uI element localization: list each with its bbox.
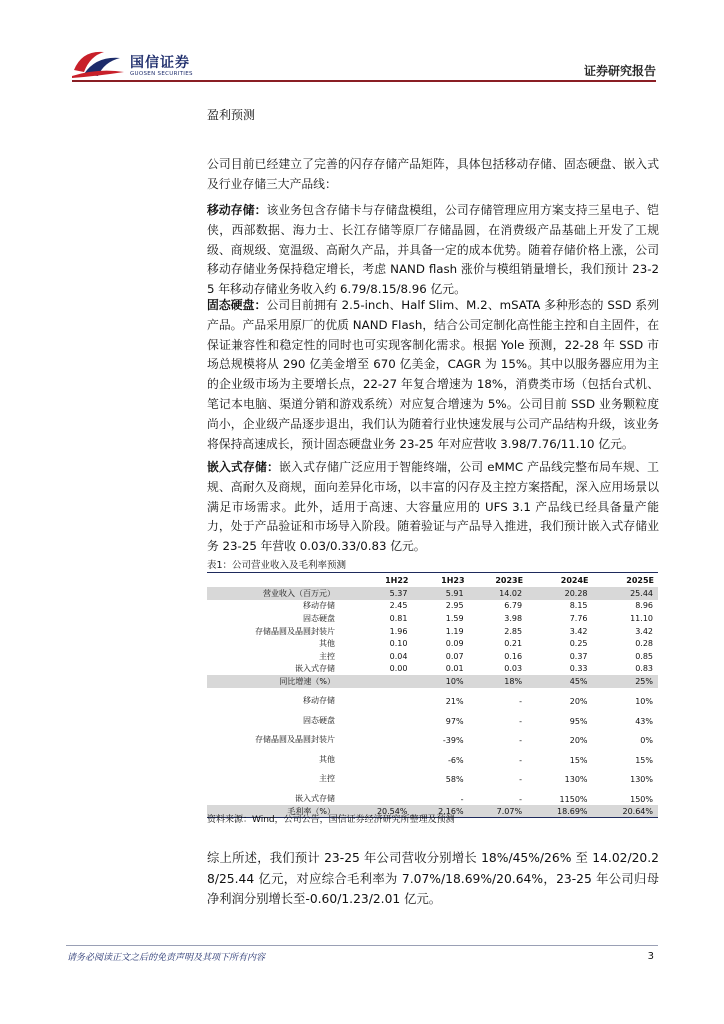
table-row-label: 其他 [319, 639, 335, 649]
table-row [207, 707, 658, 727]
mobile-storage-lead: 移动存储： [207, 203, 267, 217]
table-row [207, 637, 658, 650]
table-row-label: 其他 [319, 754, 335, 764]
footer-disclaimer: 请务必阅读正文之后的免责声明及其项下所有内容 [67, 953, 266, 963]
table-row-label: 移动存储 [303, 601, 335, 611]
intro-paragraph: 公司目前已经建立了完善的闪存存储产品矩阵，具体包括移动存储、固态硬盘、嵌入式及行业存储三大产品线： [207, 157, 659, 191]
table-cell: 150% [630, 794, 653, 804]
table-header-cell: 2025E [626, 575, 654, 585]
table-cell: 20.28 [527, 587, 592, 600]
table-cell: 8.15 [569, 601, 588, 611]
table-cell: 0.37 [569, 651, 588, 661]
table-row [207, 688, 658, 708]
table-row-label: 固态硬盘 [303, 613, 335, 623]
table-row [207, 650, 658, 663]
table-row [207, 587, 658, 600]
table-cell: 1.19 [445, 626, 464, 636]
table-cell: 20% [569, 736, 588, 746]
table-cell: 25% [593, 675, 658, 688]
table-cell [347, 766, 412, 786]
table-row-label: 存储晶圆及晶圆封装片 [255, 626, 335, 636]
table-cell: 0.10 [389, 639, 408, 649]
table-row-label: 嵌入式存储 [295, 664, 335, 674]
table-cell: 0.21 [504, 639, 523, 649]
table-cell: 0.00 [389, 664, 408, 674]
table-cell [347, 707, 412, 727]
table-row-label: 营业收入（百万元） [207, 587, 347, 600]
table-cell: 14.02 [469, 587, 528, 600]
table-cell: 2.16% [412, 805, 468, 818]
ssd-lead: 固态硬盘： [207, 298, 267, 312]
table-row [207, 785, 658, 805]
table-row [207, 675, 658, 688]
table-header-cell: 1H22 [385, 575, 409, 585]
table-row-label: 主控 [319, 774, 335, 784]
embedded-storage-lead: 嵌入式存储： [207, 460, 280, 474]
table-cell: -6% [447, 755, 464, 765]
table-cell: - [460, 794, 464, 804]
table-cell: 58% [445, 775, 464, 785]
ssd-paragraph [207, 296, 659, 454]
table-cell [347, 727, 412, 747]
table-row [207, 625, 658, 638]
table-cell: 21% [445, 697, 464, 707]
table-cell: 10% [635, 697, 653, 707]
table-source-note: 资料来源：Wind，公司公告，国信证券经济研究所整理及预测 [207, 815, 455, 825]
header-divider [72, 80, 656, 82]
table-row-label: 存储晶圆及晶圆封装片 [255, 735, 335, 745]
table-cell: 3.42 [569, 626, 588, 636]
table-cell [347, 675, 412, 688]
table-cell: 0.09 [445, 639, 464, 649]
table-cell: 45% [527, 675, 592, 688]
table-cell [347, 746, 412, 766]
table-row [207, 727, 658, 747]
table-cell [347, 785, 412, 805]
table-cell [347, 688, 412, 708]
table-cell: - [519, 755, 523, 765]
table-row-label: 移动存储 [303, 696, 335, 706]
table-cell: 130% [564, 775, 588, 785]
logo-chinese-name: 国信证券 [130, 55, 190, 71]
table-row-label: 主控 [319, 651, 335, 661]
footer-divider [66, 945, 658, 946]
table-cell: - [519, 736, 523, 746]
table-cell: 7.76 [569, 613, 588, 623]
table-cell: 18% [469, 675, 528, 688]
table-cell: 0.28 [635, 639, 653, 649]
table-cell: 7.07% [469, 805, 528, 818]
table-row [207, 612, 658, 625]
report-type-title: 证券研究报告 [583, 64, 656, 78]
embedded-storage-paragraph [207, 458, 659, 557]
table-header-row [207, 573, 658, 588]
table-row [207, 746, 658, 766]
table-cell: 15% [635, 755, 653, 765]
table-header-cell: 1H23 [441, 575, 465, 585]
revenue-margin-table [207, 572, 658, 818]
table-cell: 2.45 [389, 601, 408, 611]
summary-paragraph: 综上所述，我们预计 23-25 年公司营收分别增长 18%/45%/26% 至 14.02/20.28/25.44 亿元，对应综合毛利率为 7.07%/18.69%/20.64%，23-25 年公司归母净利润分别增长至-0.60/1.23/2.01 亿元。 [207, 851, 659, 906]
logo-english-name: GUOSEN SECURITIES [130, 71, 193, 77]
table-cell: 2.85 [504, 626, 523, 636]
table-cell: 20.54% [347, 805, 412, 818]
table-row-label: 固态硬盘 [303, 715, 335, 725]
table-caption: 表1：公司营业收入及毛利率预测 [207, 560, 347, 571]
table-cell: 20.64% [593, 805, 658, 818]
table-row [207, 766, 658, 786]
table-cell: 1.59 [445, 613, 464, 623]
mobile-storage-body: 该业务包含存储卡与存储盘模组，公司存储管理应用方案支持三星电子、铠侠，西部数据、海力士、长江存储等原厂存储晶圆，在消费级产品基础上开发了工规级、商规级、宽温级、高耐久产品，并具备一定的成本优势。随着存储价格上涨，公司移动存储业务保持稳定增长，考虑 NAND flash 涨价与模组销量增长，我们预计 23-25 年移动存储业务收入约 6.79/8.15/8.96 亿元。 [207, 203, 659, 297]
table-header-cell: 2023E [495, 575, 524, 585]
table-cell: 3.42 [635, 626, 653, 636]
table-cell: 0.25 [569, 639, 588, 649]
table-cell: 1.96 [389, 626, 408, 636]
table-cell: 10% [412, 675, 468, 688]
table-cell: 0.16 [504, 651, 523, 661]
table-cell: 3.98 [504, 613, 523, 623]
table-cell: 0.01 [445, 664, 464, 674]
table-cell: - [519, 794, 523, 804]
table-cell: 6.79 [504, 601, 523, 611]
ssd-body: 公司目前拥有 2.5-inch、Half Slim、M.2、mSATA 多种形态的 SSD 系列产品。产品采用原厂的优质 NAND Flash，结合公司定制化高性能主控和自主固件，在保证兼容性和稳定性的同时也可实现客制化需求。根据 Yole 预测，22-28 年 SSD 市场总规模将从 290 亿美金增至 670 亿美金，CAGR 为 15%。其中以服务器应用为主的企业级市场为主要增长点，22-27 年复合增速为 18%，消费类市场（包括台式机、笔记本电脑、渠道分销和游戏系统）对应复合增速为 5%。公司目前 SSD 业务颗粒度尚小，企业级产品逐步退出，我们认为随着行业快速发展与公司产品结构升级，该业务将保持高速成长，预计固态硬盘业务 23-25 年对应营收 3.98/7.76/11.10 亿元。 [207, 298, 659, 451]
table-row [207, 663, 658, 676]
table-cell: 0.83 [635, 664, 653, 674]
table-cell: 0.33 [569, 664, 588, 674]
table-cell: 0% [640, 736, 653, 746]
embedded-storage-body: 嵌入式存储广泛应用于智能终端，公司 eMMC 产品线完整布局车规、工规、高耐久及商规，面向差异化市场，以丰富的闪存及主控方案搭配，深入应用场景以满足市场需求。此外，适用于高速、大容量应用的 UFS 3.1 产品线已经具备量产能力，处于产品验证和市场导入阶段。随着验证与产品导入推进，我们预计嵌入式存储业务 23-25 年营收 0.03/0.33/0.83 亿元。 [207, 460, 659, 554]
table-cell: 0.81 [389, 613, 408, 623]
table-header-cell: 2024E [560, 575, 589, 585]
table-cell: 20% [569, 697, 588, 707]
guosen-logo-mark-icon [70, 46, 126, 80]
table-cell: 1150% [559, 794, 588, 804]
table-cell: 0.07 [445, 651, 464, 661]
table-cell: 43% [635, 716, 653, 726]
table-header-cell [207, 573, 347, 588]
table-cell: 18.69% [527, 805, 592, 818]
table-cell: 11.10 [630, 613, 653, 623]
table-cell: 15% [569, 755, 588, 765]
mobile-storage-paragraph [207, 201, 659, 300]
table-cell: 0.85 [635, 651, 653, 661]
table-row-label: 同比增速（%） [207, 675, 347, 688]
table-row-label: 毛利率（%） [207, 805, 347, 818]
table-cell: 5.91 [412, 587, 468, 600]
table-cell: 25.44 [593, 587, 658, 600]
table-cell: 8.96 [635, 601, 653, 611]
table-row [207, 600, 658, 613]
table-cell: 97% [445, 716, 464, 726]
table-cell: - [519, 775, 523, 785]
table-cell: 0.04 [389, 651, 408, 661]
table-cell: 130% [630, 775, 653, 785]
table-cell: 2.95 [445, 601, 464, 611]
table-cell: 95% [569, 716, 588, 726]
page-number: 3 [647, 951, 654, 962]
table-cell: - [519, 697, 523, 707]
table-cell: 5.37 [347, 587, 412, 600]
table-cell: -39% [442, 736, 464, 746]
table-cell: 0.03 [504, 664, 523, 674]
table-cell: - [519, 716, 523, 726]
section-title: 盈利预测 [207, 108, 256, 122]
table-row-label: 嵌入式存储 [295, 793, 335, 803]
